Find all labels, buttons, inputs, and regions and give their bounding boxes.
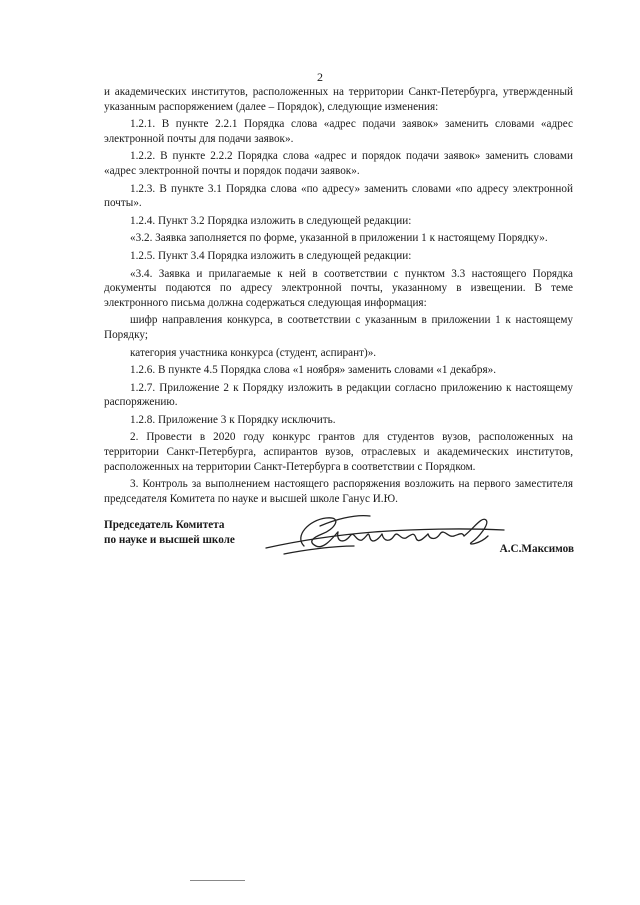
document-body (104, 85, 573, 509)
paragraph: 1.2.5. Пункт 3.4 Порядка изложить в следующей редакции: (130, 249, 412, 262)
paragraph: 1.2.8. Приложение 3 к Порядку исключить. (130, 413, 336, 426)
handwritten-signature-icon (264, 506, 554, 566)
paragraph: 1.2.1. В пункте 2.2.1 Порядка слова «адрес подачи заявок» заменить словами «адрес электронной почты для подачи заявок». (104, 118, 573, 145)
signatory-title-line1: Председатель Комитета (104, 519, 225, 531)
paragraph: и академических институтов, расположенных на территории Санкт-Петербурга, утвержденный указанным распоряжением (далее – Порядок), следующие изменения: (104, 86, 573, 113)
signatory-title (104, 518, 235, 548)
signature-block (104, 518, 574, 578)
paragraph: 1.2.2. В пункте 2.2.2 Порядка слова «адрес и порядок подачи заявок» заменить словами «адрес электронной почты и порядок подачи заявок». (104, 150, 573, 177)
paragraph: 3. Контроль за выполнением настоящего распоряжения возложить на первого заместителя председателя Комитета по науке и высшей школе Ганус И.Ю. (104, 478, 573, 505)
paragraph: 2. Провести в 2020 году конкурс грантов для студентов вузов, расположенных на территории Санкт-Петербурга, аспирантов вузов, отраслевых и академических институтов, расположенных на территории Санкт-Петербурга в соответствии с Порядком. (104, 431, 573, 473)
paragraph: 1.2.7. Приложение 2 к Порядку изложить в редакции согласно приложению к настоящему распоряжению. (104, 381, 573, 409)
paragraph: 1.2.3. В пункте 3.1 Порядка слова «по адресу» заменить словами «по адресу электронной почты». (104, 182, 573, 210)
signatory-name: А.С.Максимов (499, 543, 574, 555)
paragraph: шифр направления конкурса, в соответствии с указанным в приложении 1 к настоящему Порядку; (104, 314, 573, 341)
footer-line (190, 880, 245, 882)
paragraph: «3.2. Заявка заполняется по форме, указанной в приложении 1 к настоящему Порядку». (130, 232, 548, 245)
signatory-title-line2: по науке и высшей школе (104, 534, 235, 546)
page-number: 2 (317, 70, 323, 84)
paragraph: «3.4. Заявка и прилагаемые к ней в соответствии с пунктом 3.3 настоящего Порядка документы подаются по адресу электронной почты, указанному в извещении. В теме электронного письма должна содержаться следующая информация: (104, 267, 573, 309)
paragraph: категория участника конкурса (студент, аспирант)». (130, 346, 377, 359)
paragraph: 1.2.6. В пункте 4.5 Порядка слова «1 ноября» заменить словами «1 декабря». (130, 364, 497, 377)
paragraph: 1.2.4. Пункт 3.2 Порядка изложить в следующей редакции: (130, 214, 412, 227)
